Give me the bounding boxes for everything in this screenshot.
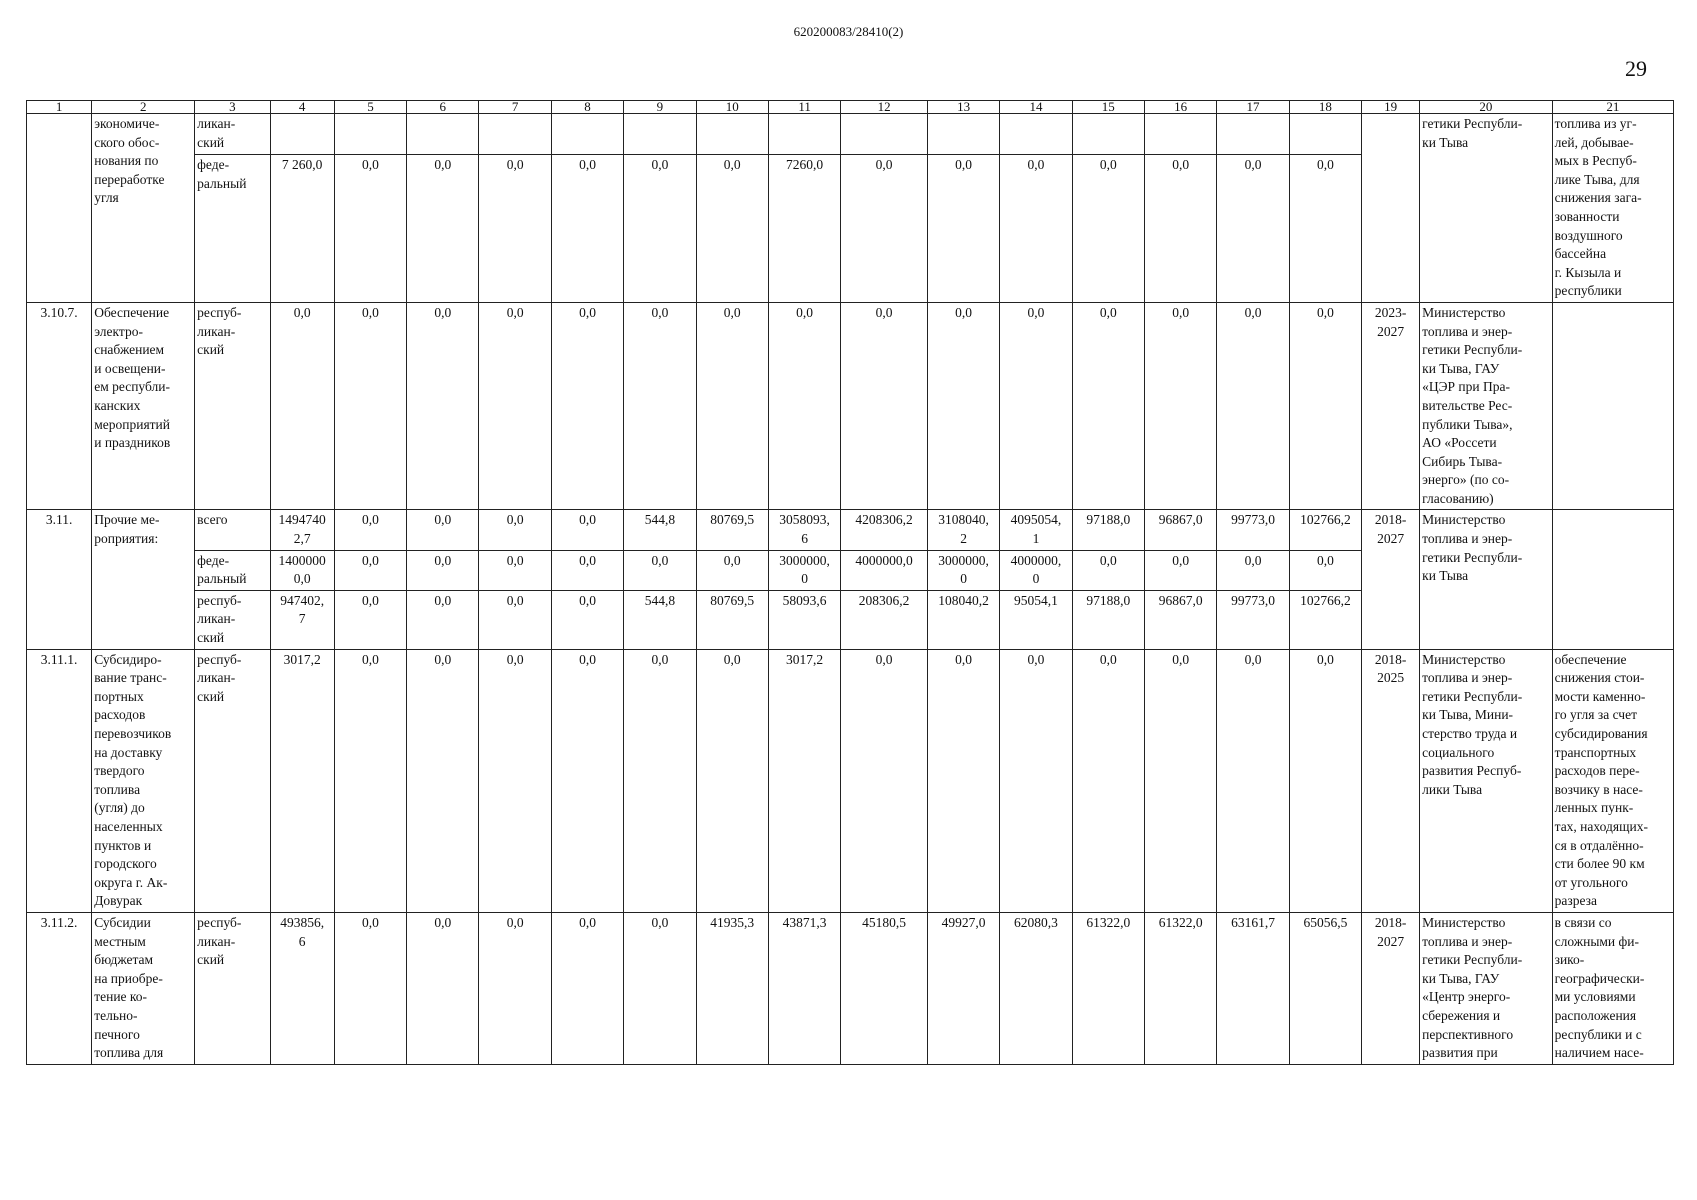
value-cell: 108040,2 bbox=[927, 590, 999, 649]
value-cell bbox=[270, 114, 334, 155]
value-cell: 3017,2 bbox=[270, 649, 334, 912]
value-cell: 4095054, 1 bbox=[1000, 510, 1072, 550]
funding-source: феде- ральный bbox=[195, 155, 270, 303]
value-cell: 0,0 bbox=[1289, 302, 1361, 510]
value-cell: 0,0 bbox=[479, 590, 551, 649]
value-cell: 3000000, 0 bbox=[927, 550, 999, 590]
activity-name: Прочие ме- роприятия: bbox=[92, 510, 195, 649]
value-cell: 102766,2 bbox=[1289, 510, 1361, 550]
page-number: 29 bbox=[1625, 56, 1647, 81]
value-cell: 99773,0 bbox=[1217, 510, 1289, 550]
row-id: 3.11.2. bbox=[27, 912, 92, 1064]
value-cell: 99773,0 bbox=[1217, 590, 1289, 649]
value-cell: 0,0 bbox=[334, 302, 406, 510]
value-cell bbox=[841, 114, 928, 155]
value-cell: 0,0 bbox=[551, 912, 623, 1064]
value-cell: 0,0 bbox=[407, 649, 479, 912]
row-id: 3.10.7. bbox=[27, 302, 92, 510]
table-row bbox=[27, 114, 1674, 155]
row-id bbox=[27, 114, 92, 303]
value-cell: 0,0 bbox=[1289, 649, 1361, 912]
value-cell: 0,0 bbox=[407, 155, 479, 303]
value-cell: 0,0 bbox=[1217, 649, 1289, 912]
column-number-row bbox=[27, 101, 1674, 114]
value-cell: 0,0 bbox=[551, 155, 623, 303]
value-cell bbox=[696, 114, 768, 155]
value-cell: 97188,0 bbox=[1072, 510, 1144, 550]
funding-source: респуб- ликан- ский bbox=[195, 590, 270, 649]
value-cell: 0,0 bbox=[841, 302, 928, 510]
activity-name: Субсидии местным бюджетам на приобре- тение ко- тельно- печного топлива для bbox=[92, 912, 195, 1064]
column-number: 7 bbox=[479, 101, 551, 114]
column-number: 4 bbox=[270, 101, 334, 114]
value-cell: 0,0 bbox=[1144, 155, 1216, 303]
value-cell: 65056,5 bbox=[1289, 912, 1361, 1064]
column-number: 3 bbox=[195, 101, 270, 114]
value-cell: 947402, 7 bbox=[270, 590, 334, 649]
value-cell: 0,0 bbox=[334, 550, 406, 590]
value-cell bbox=[1144, 114, 1216, 155]
value-cell: 41935,3 bbox=[696, 912, 768, 1064]
value-cell: 3000000, 0 bbox=[768, 550, 840, 590]
column-number: 11 bbox=[768, 101, 840, 114]
value-cell: 3058093, 6 bbox=[768, 510, 840, 550]
value-cell: 80769,5 bbox=[696, 590, 768, 649]
value-cell: 0,0 bbox=[1289, 155, 1361, 303]
table-row bbox=[27, 912, 1674, 1064]
column-number: 18 bbox=[1289, 101, 1361, 114]
column-number: 12 bbox=[841, 101, 928, 114]
column-number: 14 bbox=[1000, 101, 1072, 114]
value-cell bbox=[624, 114, 696, 155]
value-cell: 43871,3 bbox=[768, 912, 840, 1064]
value-cell: 62080,3 bbox=[1000, 912, 1072, 1064]
table-row bbox=[27, 510, 1674, 550]
responsible-cell: Министерство топлива и энер- гетики Республи- ки Тыва, ГАУ «Центр энерго- сбережения и перспективного развития при bbox=[1420, 912, 1552, 1064]
funding-source: ликан- ский bbox=[195, 114, 270, 155]
column-number: 2 bbox=[92, 101, 195, 114]
value-cell: 61322,0 bbox=[1072, 912, 1144, 1064]
value-cell bbox=[1289, 114, 1361, 155]
value-cell: 0,0 bbox=[334, 510, 406, 550]
result-cell: топлива из уг- лей, добывае- мых в Респуб- лике Тыва, для снижения зага- зованности воздушного бассейна г. Кызыла и республики bbox=[1552, 114, 1673, 303]
responsible-cell: Министерство топлива и энер- гетики Республи- ки Тыва, ГАУ «ЦЭР при Пра- вительстве Рес- публики Тыва», АО «Россети Сибирь Тыва- энерго» (по со- гласованию) bbox=[1420, 302, 1552, 510]
funding-source: респуб- ликан- ский bbox=[195, 649, 270, 912]
responsible-cell: Министерство топлива и энер- гетики Республи- ки Тыва, Мини- стерство труда и социального развития Респуб- лики Тыва bbox=[1420, 649, 1552, 912]
row-id: 3.11. bbox=[27, 510, 92, 649]
value-cell bbox=[1217, 114, 1289, 155]
activity-name: экономиче- ского обос- нования по переработке угля bbox=[92, 114, 195, 303]
value-cell: 0,0 bbox=[927, 302, 999, 510]
value-cell: 0,0 bbox=[696, 302, 768, 510]
value-cell: 0,0 bbox=[407, 912, 479, 1064]
value-cell: 7260,0 bbox=[768, 155, 840, 303]
value-cell: 0,0 bbox=[841, 155, 928, 303]
period-cell: 2018- 2027 bbox=[1362, 510, 1420, 649]
value-cell: 544,8 bbox=[624, 590, 696, 649]
value-cell: 3108040, 2 bbox=[927, 510, 999, 550]
value-cell: 0,0 bbox=[407, 302, 479, 510]
value-cell: 4208306,2 bbox=[841, 510, 928, 550]
value-cell: 0,0 bbox=[624, 912, 696, 1064]
value-cell: 0,0 bbox=[1072, 649, 1144, 912]
value-cell: 0,0 bbox=[1072, 550, 1144, 590]
result-cell bbox=[1552, 302, 1673, 510]
value-cell bbox=[334, 114, 406, 155]
column-number: 19 bbox=[1362, 101, 1420, 114]
funding-source: всего bbox=[195, 510, 270, 550]
value-cell: 0,0 bbox=[1144, 649, 1216, 912]
column-number: 17 bbox=[1217, 101, 1289, 114]
value-cell: 0,0 bbox=[696, 649, 768, 912]
column-number: 16 bbox=[1144, 101, 1216, 114]
value-cell: 0,0 bbox=[551, 590, 623, 649]
column-number: 8 bbox=[551, 101, 623, 114]
value-cell: 0,0 bbox=[551, 510, 623, 550]
column-number: 6 bbox=[407, 101, 479, 114]
value-cell: 96867,0 bbox=[1144, 510, 1216, 550]
activity-name: Субсидиро- вание транс- портных расходов перевозчиков на доставку твердого топлива (угля) до населенных пунктов и городского округа г. Ак- Довурак bbox=[92, 649, 195, 912]
value-cell: 0,0 bbox=[768, 302, 840, 510]
value-cell: 1494740 2,7 bbox=[270, 510, 334, 550]
value-cell: 97188,0 bbox=[1072, 590, 1144, 649]
value-cell: 0,0 bbox=[479, 302, 551, 510]
responsible-cell: гетики Республи- ки Тыва bbox=[1420, 114, 1552, 303]
value-cell bbox=[1072, 114, 1144, 155]
table-row bbox=[27, 649, 1674, 912]
period-cell: 2023- 2027 bbox=[1362, 302, 1420, 510]
value-cell bbox=[927, 114, 999, 155]
value-cell: 0,0 bbox=[841, 649, 928, 912]
activity-name: Обеспечение электро- снабжением и освещени- ем республи- канских мероприятий и праздников bbox=[92, 302, 195, 510]
column-number: 5 bbox=[334, 101, 406, 114]
value-cell: 0,0 bbox=[334, 590, 406, 649]
period-cell: 2018- 2027 bbox=[1362, 912, 1420, 1064]
value-cell: 4000000, 0 bbox=[1000, 550, 1072, 590]
value-cell: 0,0 bbox=[551, 302, 623, 510]
column-number: 1 bbox=[27, 101, 92, 114]
period-cell: 2018- 2025 bbox=[1362, 649, 1420, 912]
value-cell: 0,0 bbox=[479, 912, 551, 1064]
value-cell: 208306,2 bbox=[841, 590, 928, 649]
value-cell bbox=[407, 114, 479, 155]
column-number: 13 bbox=[927, 101, 999, 114]
column-number: 10 bbox=[696, 101, 768, 114]
result-cell: в связи со сложными фи- зико- географически- ми условиями расположения республики и с наличием насе- bbox=[1552, 912, 1673, 1064]
value-cell: 0,0 bbox=[551, 649, 623, 912]
document-number: 620200083/28410(2) bbox=[793, 24, 904, 39]
value-cell: 80769,5 bbox=[696, 510, 768, 550]
value-cell: 0,0 bbox=[551, 550, 623, 590]
value-cell: 0,0 bbox=[479, 649, 551, 912]
value-cell bbox=[479, 114, 551, 155]
value-cell: 58093,6 bbox=[768, 590, 840, 649]
value-cell: 0,0 bbox=[696, 155, 768, 303]
value-cell: 102766,2 bbox=[1289, 590, 1361, 649]
value-cell: 0,0 bbox=[1000, 649, 1072, 912]
value-cell: 0,0 bbox=[624, 155, 696, 303]
value-cell: 0,0 bbox=[624, 550, 696, 590]
result-cell: обеспечение снижения стои- мости каменно- го угля за счет субсидирования транспортных расходов пере- возчику в насе- ленных пунк- тах, находящих- ся в отдалённо- сти более 90 км от угольного разреза bbox=[1552, 649, 1673, 912]
value-cell: 3017,2 bbox=[768, 649, 840, 912]
value-cell: 0,0 bbox=[1289, 550, 1361, 590]
value-cell: 0,0 bbox=[407, 550, 479, 590]
funding-source: феде- ральный bbox=[195, 550, 270, 590]
value-cell: 0,0 bbox=[1072, 155, 1144, 303]
value-cell: 0,0 bbox=[1000, 302, 1072, 510]
result-cell bbox=[1552, 510, 1673, 649]
value-cell: 0,0 bbox=[927, 155, 999, 303]
value-cell: 0,0 bbox=[407, 590, 479, 649]
value-cell: 0,0 bbox=[479, 510, 551, 550]
value-cell: 0,0 bbox=[624, 302, 696, 510]
value-cell: 49927,0 bbox=[927, 912, 999, 1064]
value-cell: 0,0 bbox=[479, 155, 551, 303]
value-cell: 63161,7 bbox=[1217, 912, 1289, 1064]
value-cell: 493856, 6 bbox=[270, 912, 334, 1064]
value-cell: 0,0 bbox=[407, 510, 479, 550]
value-cell: 0,0 bbox=[1217, 550, 1289, 590]
value-cell: 0,0 bbox=[696, 550, 768, 590]
funding-source: респуб- ликан- ский bbox=[195, 912, 270, 1064]
value-cell: 0,0 bbox=[270, 302, 334, 510]
value-cell: 0,0 bbox=[624, 649, 696, 912]
column-number: 15 bbox=[1072, 101, 1144, 114]
program-table bbox=[26, 100, 1674, 1065]
value-cell: 0,0 bbox=[1144, 302, 1216, 510]
row-id: 3.11.1. bbox=[27, 649, 92, 912]
value-cell: 1400000 0,0 bbox=[270, 550, 334, 590]
column-number: 20 bbox=[1420, 101, 1552, 114]
value-cell: 61322,0 bbox=[1144, 912, 1216, 1064]
value-cell: 0,0 bbox=[334, 155, 406, 303]
value-cell: 96867,0 bbox=[1144, 590, 1216, 649]
value-cell: 45180,5 bbox=[841, 912, 928, 1064]
value-cell: 95054,1 bbox=[1000, 590, 1072, 649]
value-cell: 0,0 bbox=[927, 649, 999, 912]
value-cell: 0,0 bbox=[1000, 155, 1072, 303]
value-cell bbox=[768, 114, 840, 155]
column-number: 21 bbox=[1552, 101, 1673, 114]
value-cell: 7 260,0 bbox=[270, 155, 334, 303]
value-cell: 4000000,0 bbox=[841, 550, 928, 590]
responsible-cell: Министерство топлива и энер- гетики Республи- ки Тыва bbox=[1420, 510, 1552, 649]
column-number: 9 bbox=[624, 101, 696, 114]
value-cell bbox=[1000, 114, 1072, 155]
value-cell: 0,0 bbox=[334, 649, 406, 912]
period-cell bbox=[1362, 114, 1420, 303]
value-cell: 0,0 bbox=[1217, 155, 1289, 303]
table-row bbox=[27, 302, 1674, 510]
value-cell: 0,0 bbox=[334, 912, 406, 1064]
value-cell: 0,0 bbox=[479, 550, 551, 590]
value-cell: 0,0 bbox=[1144, 550, 1216, 590]
value-cell bbox=[551, 114, 623, 155]
value-cell: 0,0 bbox=[1217, 302, 1289, 510]
funding-source: респуб- ликан- ский bbox=[195, 302, 270, 510]
value-cell: 0,0 bbox=[1072, 302, 1144, 510]
value-cell: 544,8 bbox=[624, 510, 696, 550]
